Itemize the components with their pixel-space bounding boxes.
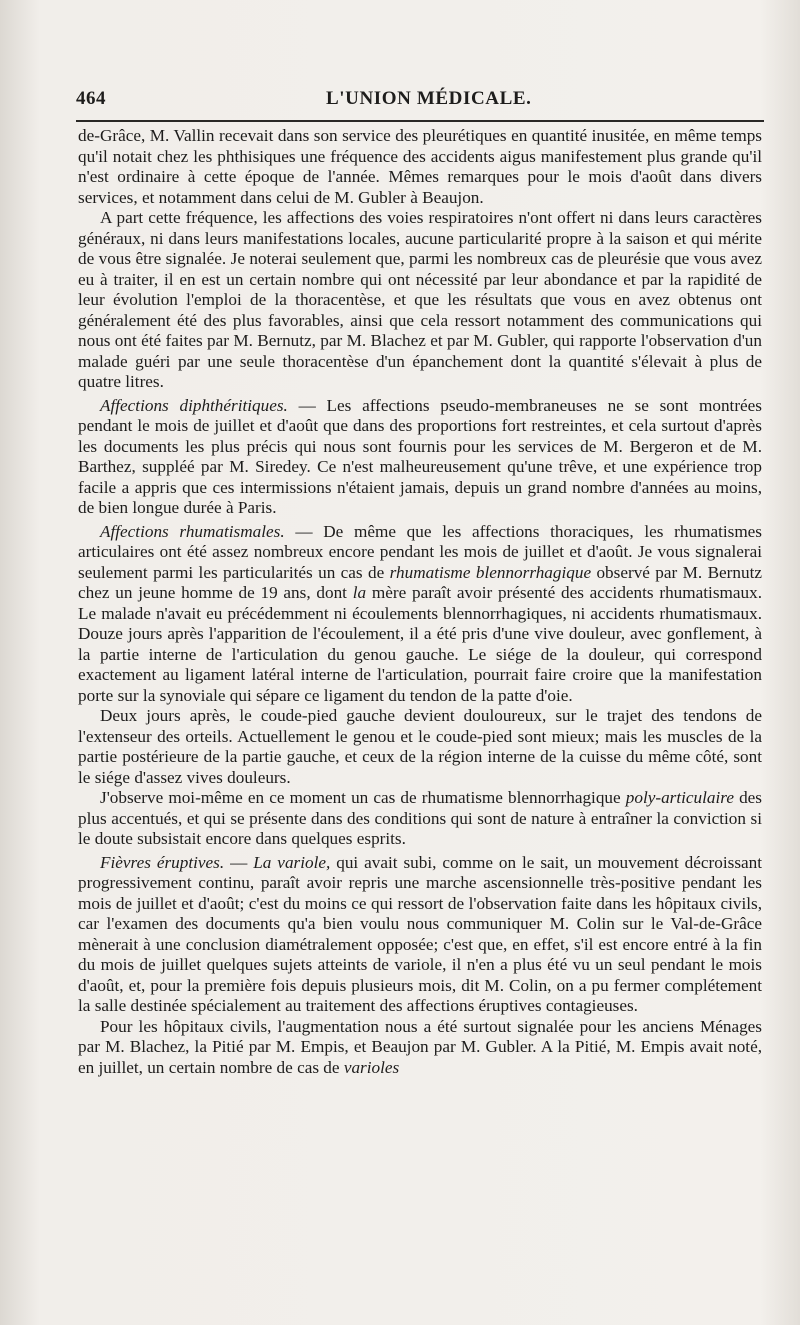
paragraph	[78, 126, 762, 208]
text-run: mère paraît avoir présenté des accidents rhumatismaux. Le malade n'avait eu précédemment ni écoulements blennorrhagiques, ni accidents rhumatismaux. Douze jours après l'apparition de l'écoulement, il a été pris d'une vive douleur, avec gonflement, à la partie interne de l'articulation du genou gauche. Le siége de la douleur, qui correspond exactement au ligament latéral interne de l'articulation, pourrait faire croire que la manifestation porte sur la synoviale qui sépare ce ligament du tendon de la patte d'oie.	[78, 583, 762, 705]
text-run: J'observe moi-même en ce moment un cas de rhumatisme blennorrhagique	[100, 788, 626, 807]
paragraph	[78, 396, 762, 519]
text-run: A part cette fréquence, les affections des voies respiratoires n'ont offert ni dans leurs caractères généraux, ni dans leurs manifestations locales, aucune particularité propre à la saison et qui mérite de vous être signalée. Je noterai seulement que, parmi les nombreux cas de pleurésie que vous avez eu à traiter, il en est un certain nombre qui ont nécessité par leur abondance et par la rapidité de leur évolution l'emploi de la thoracentèse, et que les résultats que vous en avez obtenus ont généralement été des plus favorables, ainsi que cela ressort notamment des communications qui nous ont été faites par M. Bernutz, par M. Blachez et par M. Gubler, qui rapporte l'observation d'un malade guéri par une seule thoracentèse d'un épanchement dont la quantité s'élevait à plus de quatre litres.	[78, 208, 762, 391]
paragraph	[78, 853, 762, 1017]
text-run: Pour les hôpitaux civils, l'augmentation nous a été surtout signalée pour les anciens Ménages par M. Blachez, la Pitié par M. Empis, et Beaujon par M. Gubler. A la Pitié, M. Empis avait noté, en juillet, un certain nombre de cas de	[78, 1016, 762, 1077]
page-header	[76, 88, 762, 122]
header-rule	[76, 120, 764, 122]
paragraph	[78, 1017, 762, 1079]
running-title: L'UNION MÉDICALE.	[326, 88, 532, 109]
paragraph	[78, 208, 762, 393]
article-body	[78, 126, 762, 1078]
text-run: des plus accentués, et qui se présente dans des conditions qui sont de nature à entraîner la conviction si le doute subsistait encore dans quelques esprits.	[78, 788, 762, 848]
text-run: observé par M. Bernutz chez un jeune homme de 19 ans, dont	[78, 562, 762, 602]
italic-text: Affections diphthéritiques.	[100, 395, 288, 415]
paragraph	[78, 706, 762, 788]
italic-text: La variole,	[253, 852, 331, 872]
text-run: — De même que les affections thoraciques, les rhumatismes articulaires ont été assez nombreux encore pendant les mois de juillet et d'août. Je vous signalerai seulement parmi les particularités un cas de	[78, 521, 762, 582]
italic-text: varioles	[343, 1057, 400, 1077]
italic-text: Fièvres éruptives.	[100, 852, 225, 872]
italic-text: poly-articulaire	[625, 788, 734, 807]
text-run: Deux jours après, le coude-pied gauche devient douloureux, sur le trajet des tendons de l'extenseur des orteils. Actuellement le genou et le coude-pied sont mieux; mais les muscles de la partie postérieure de la partie gauche, et ceux de la région interne de la cuisse du même côté, sont le siége d'assez vives douleurs.	[78, 706, 762, 787]
text-run: de-Grâce, M. Vallin recevait dans son service des pleurétiques en quantité inusitée, en même temps qu'il notait chez les phthisiques une fréquence des accidents aigus manifestement plus grande qu'il n'est ordinaire à cette époque de l'année. Mêmes remarques pour le mois d'août dans divers services, et notamment dans celui de M. Gubler à Beaujon.	[78, 126, 762, 207]
paragraph	[78, 788, 762, 850]
italic-text: rhumatisme blennorrhagique	[389, 562, 592, 582]
italic-text: Affections rhumatismales.	[100, 521, 285, 541]
italic-text: la	[352, 583, 367, 602]
text-run: —	[224, 852, 254, 872]
page-number: 464	[76, 88, 106, 109]
paragraph	[78, 522, 762, 707]
text-run: — Les affections pseudo-membraneuses ne se sont montrées pendant le mois de juillet et d'août que dans des proportions fort restreintes, et cela surtout d'après les documents les plus précis qui nous sont fournis pour les services de M. Bergeron et de M. Barthez, suppléé par M. Siredey. Ce n'est malheureusement qu'une trêve, et une expérience trop facile a appris que ces intermissions n'étaient jamais, depuis un grand nombre d'années au moins, de bien longue durée à Paris.	[78, 395, 762, 517]
text-run: qui avait subi, comme on le sait, un mouvement décroissant progressivement continu, paraît avoir repris une marche ascensionnelle très-positive pendant les mois de juillet et d'août; c'est du moins ce qui ressort de l'observation faite dans les hôpitaux civils, car l'examen des documents qu'a bien voulu nous communiquer M. Colin sur le Val-de-Grâce mènerait à une conclusion diamétralement opposée; c'est que, en effet, s'il est encore entré à la fin du mois de juillet quelques sujets atteints de variole, il n'en a plus été vu un seul pendant le mois d'août, et, pour la première fois depuis plusieurs mois, dit M. Colin, on a pu fermer complétement la salle destinée spécialement au traitement des affections éruptives contagieuses.	[78, 852, 763, 1015]
